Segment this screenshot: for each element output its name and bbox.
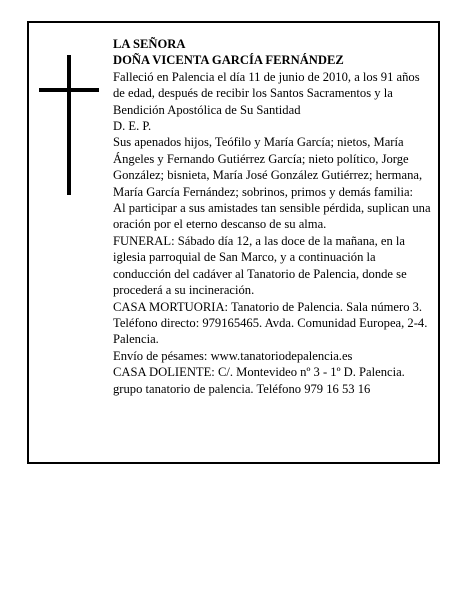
- family-home-info: CASA DOLIENTE: C/. Montevideo nº 3 - 1º D. Palencia.: [113, 365, 405, 380]
- condolences-info: Envío de pésames: www.tanatoriodepalencia.es: [113, 348, 353, 363]
- death-announcement: Falleció en Palencia el día 11 de junio de 2010, a los 91 años de edad, después de recibir los Santos Sacramentos y la Bendición Apostólica de Su Santidad: [113, 69, 420, 117]
- cross-icon-bar: [39, 88, 99, 92]
- footer-contact: grupo tanatorio de palencia. Teléfono 979 16 53 16: [113, 381, 371, 396]
- deceased-name: DOÑA VICENTA GARCÍA FERNÁNDEZ: [113, 53, 344, 68]
- family-list: Sus apenados hijos, Teófilo y María García; nietos, María Ángeles y Fernando Gutiérrez García; nieto político, Jorge González; bisnieta, María José González Gutiérrez; hermana, María García Fernández; sobrinos, primos y demás familia:: [113, 135, 423, 199]
- funeral-info: FUNERAL: Sábado día 12, a las doce de la mañana, en la iglesia parroquial de San Marco, y a continuación la conducción del cadáver al Tanatorio de Palencia, donde se procederá a su incineración.: [113, 233, 407, 298]
- cross-icon: [67, 55, 71, 195]
- obituary-text: [113, 36, 433, 397]
- heading-line-1: LA SEÑORA: [113, 37, 186, 51]
- prayer-request: Al participar a sus amistades tan sensible pérdida, suplican una oración por el eterno descanso de su alma.: [113, 201, 431, 232]
- rip: D. E. P.: [113, 119, 152, 134]
- funeral-home-info: CASA MORTUORIA: Tanatorio de Palencia. Sala número 3. Teléfono directo: 979165465. Avda. Comunidad Europea, 2-4. Palencia.: [113, 299, 428, 347]
